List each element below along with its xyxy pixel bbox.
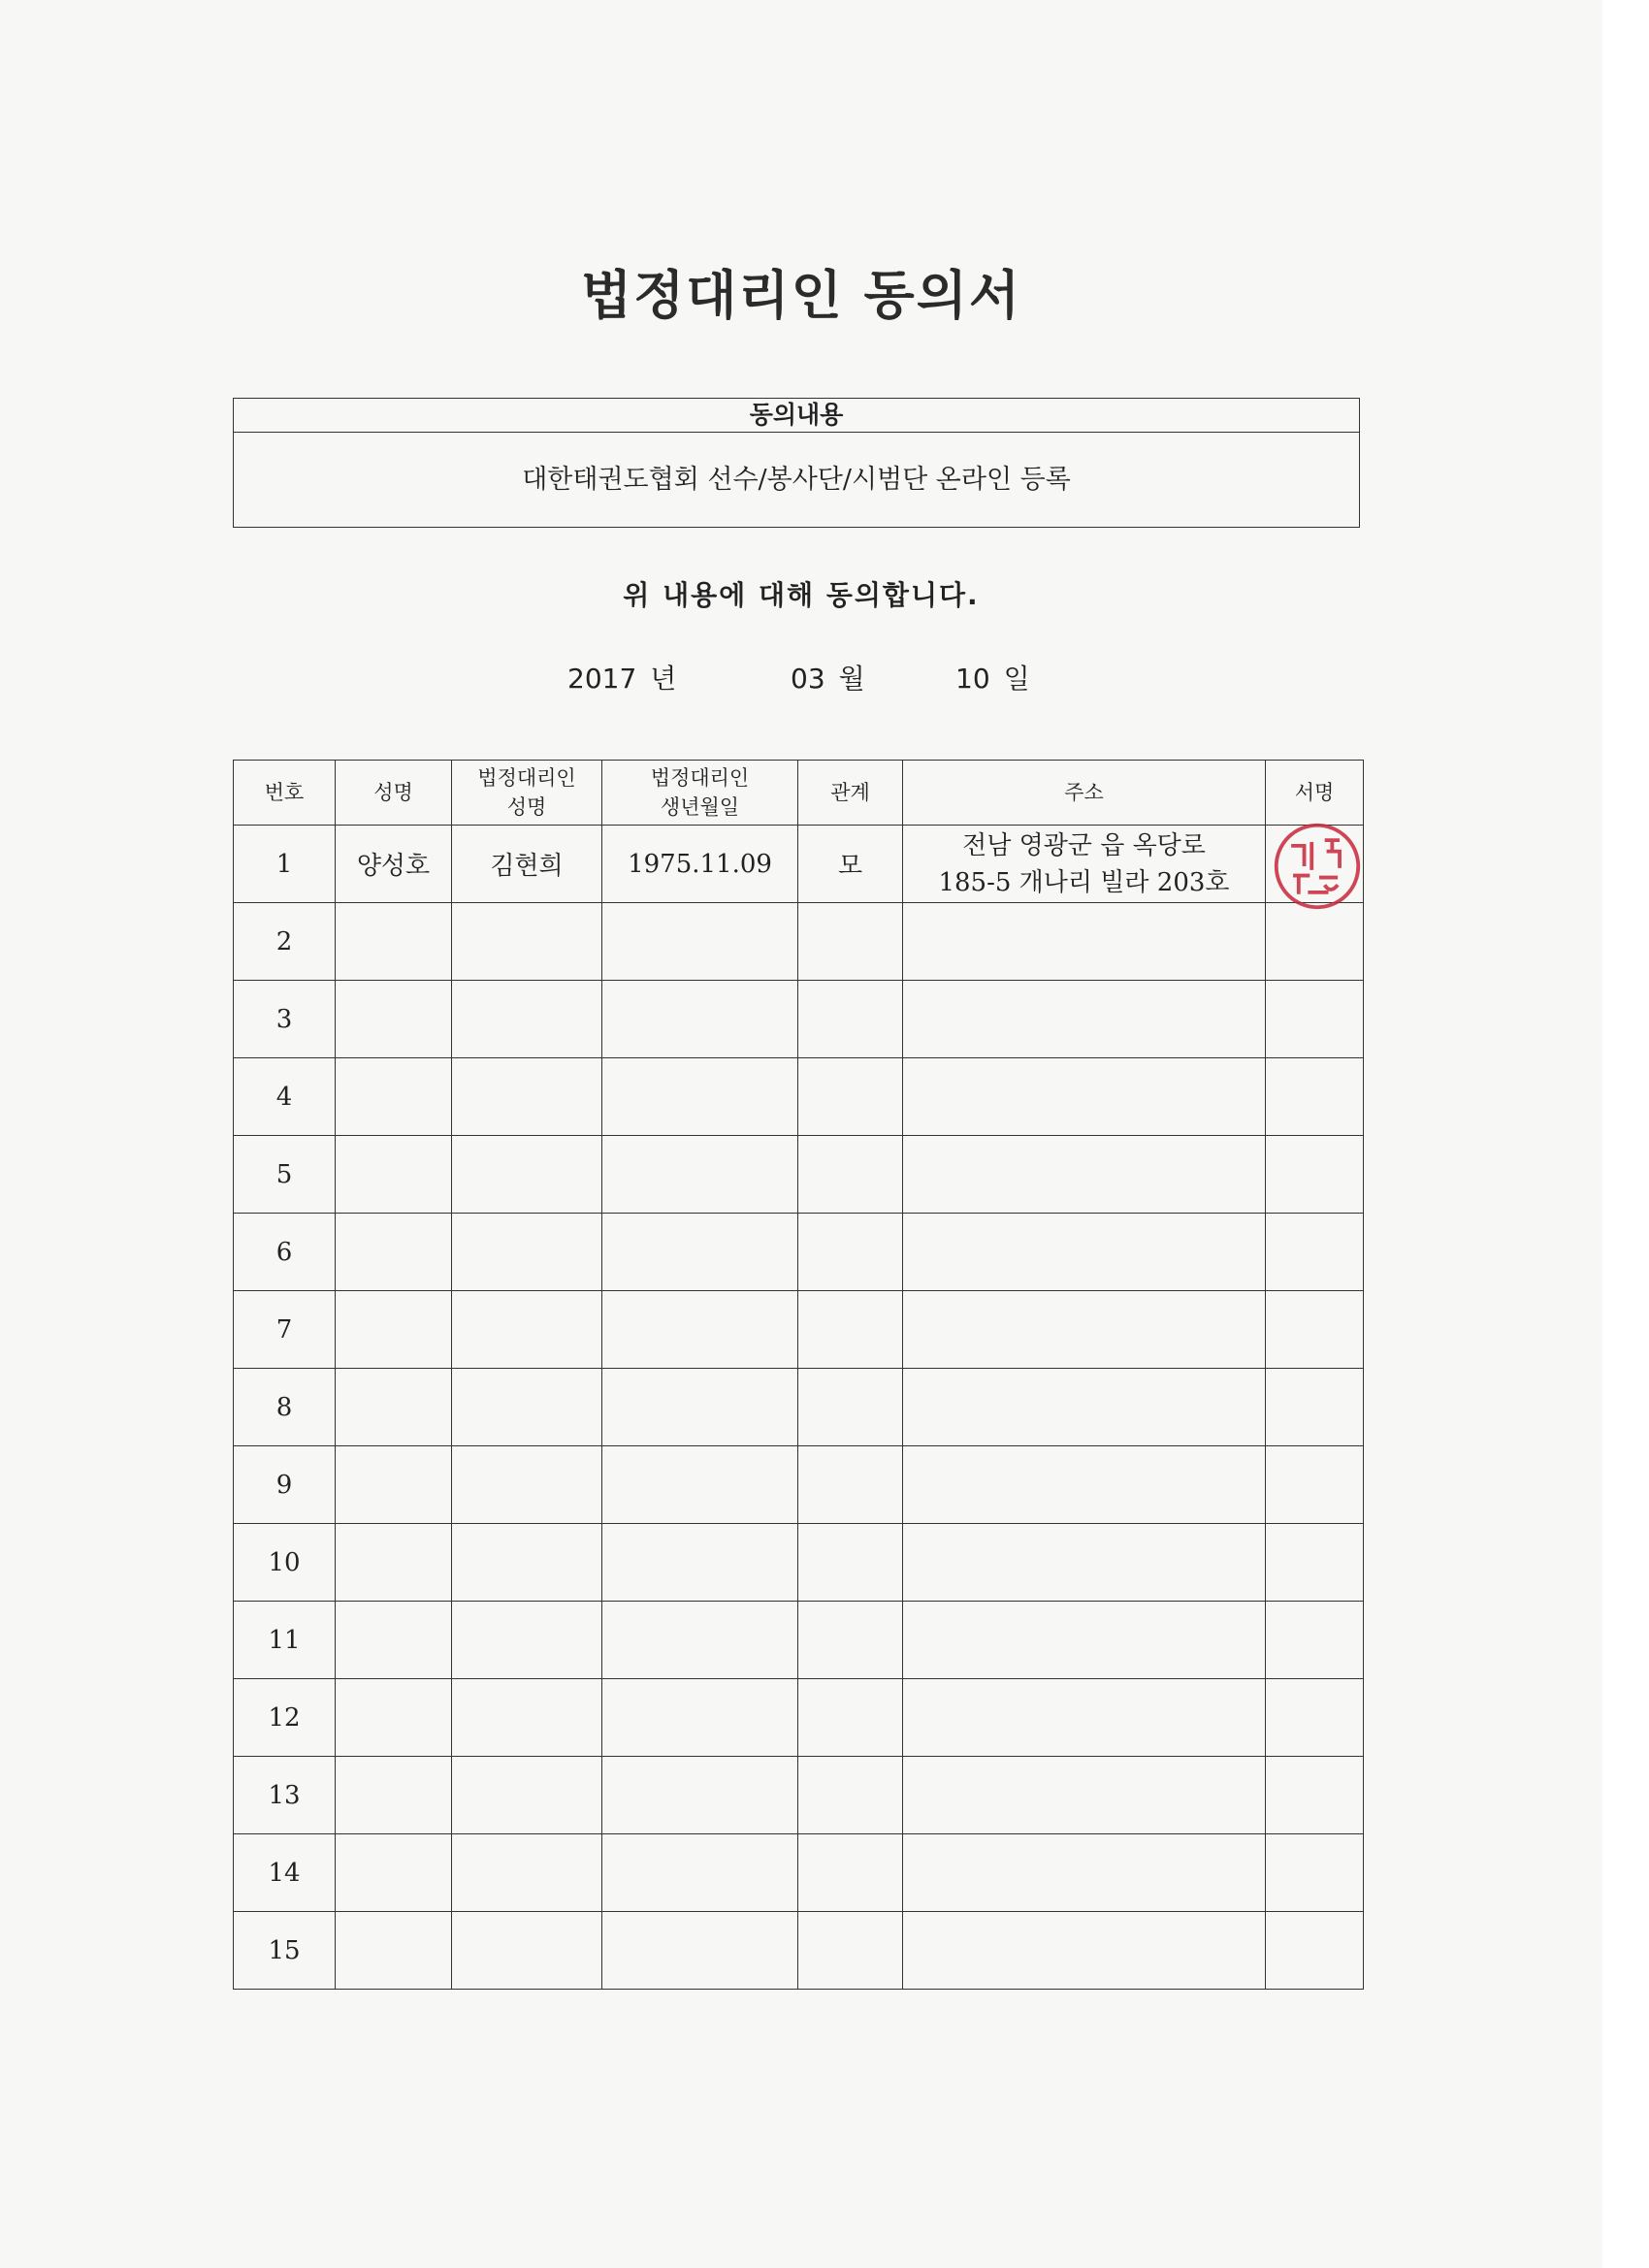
consent-box	[233, 398, 1360, 528]
month-unit: 월	[838, 663, 865, 695]
cell-no: 10	[234, 1524, 336, 1602]
cell-no: 2	[234, 903, 336, 981]
consent-heading: 동의내용	[234, 399, 1359, 433]
cell-no: 14	[234, 1834, 336, 1912]
table-row	[234, 1446, 1364, 1524]
header-guardian-birth-line2: 생년월일	[660, 795, 740, 819]
table-header-row	[234, 761, 1364, 826]
date-month	[791, 660, 865, 698]
header-address: 주소	[903, 761, 1266, 826]
cell-no: 6	[234, 1214, 336, 1291]
document-title: 법정대리인 동의서	[580, 265, 1022, 326]
address-line1: 전남 영광군 읍 옥당로	[962, 830, 1206, 860]
consent-body: 대한태권도협회 선수/봉사단/시범단 온라인 등록	[522, 465, 1071, 495]
table-row	[234, 1136, 1364, 1214]
table-row	[234, 1912, 1364, 1990]
table-row	[234, 981, 1364, 1058]
header-guardian-name-line2: 성명	[506, 795, 547, 819]
table-row	[234, 1291, 1364, 1369]
day-unit: 일	[1003, 663, 1030, 695]
date-day	[955, 660, 1030, 698]
table-row	[234, 1524, 1364, 1602]
table-row	[234, 826, 1364, 903]
cell-no: 3	[234, 981, 336, 1058]
cell-birth: 1975.11.09	[602, 826, 798, 903]
header-guardian-name	[452, 761, 602, 826]
cell-guardian: 김현희	[452, 826, 602, 903]
cell-no: 4	[234, 1058, 336, 1136]
month-value: 03	[791, 663, 825, 695]
cell-no: 8	[234, 1369, 336, 1446]
year-unit: 년	[650, 663, 677, 695]
table-row	[234, 1214, 1364, 1291]
date-year	[567, 660, 676, 698]
seal-stamp	[1271, 820, 1364, 913]
header-guardian-birth	[602, 761, 798, 826]
table-row	[234, 1602, 1364, 1679]
table-row	[234, 1757, 1364, 1834]
cell-relation: 모	[798, 826, 903, 903]
table-row	[234, 1369, 1364, 1446]
day-value: 10	[955, 663, 990, 695]
header-name: 성명	[336, 761, 452, 826]
cell-no: 1	[234, 826, 336, 903]
cell-no: 12	[234, 1679, 336, 1757]
header-guardian-birth-line1: 법정대리인	[650, 766, 750, 790]
cell-no: 7	[234, 1291, 336, 1369]
cell-signature	[1266, 826, 1364, 903]
year-value: 2017	[567, 663, 637, 695]
header-signature: 서명	[1266, 761, 1364, 826]
cell-address	[903, 826, 1266, 903]
table-row	[234, 1679, 1364, 1757]
table-row	[234, 903, 1364, 981]
table-row	[234, 1058, 1364, 1136]
cell-no: 13	[234, 1757, 336, 1834]
cell-no: 15	[234, 1912, 336, 1990]
cell-no: 11	[234, 1602, 336, 1679]
cell-no: 9	[234, 1446, 336, 1524]
header-relation: 관계	[798, 761, 903, 826]
cell-no: 5	[234, 1136, 336, 1214]
registration-table	[233, 760, 1364, 1990]
table-row	[234, 1834, 1364, 1912]
header-no: 번호	[234, 761, 336, 826]
agreement-statement: 위 내용에 대해 동의합니다.	[623, 579, 980, 611]
cell-name: 양성호	[336, 826, 452, 903]
header-guardian-name-line1: 법정대리인	[477, 766, 576, 790]
address-line2: 185-5 개나리 빌라 203호	[938, 867, 1230, 897]
